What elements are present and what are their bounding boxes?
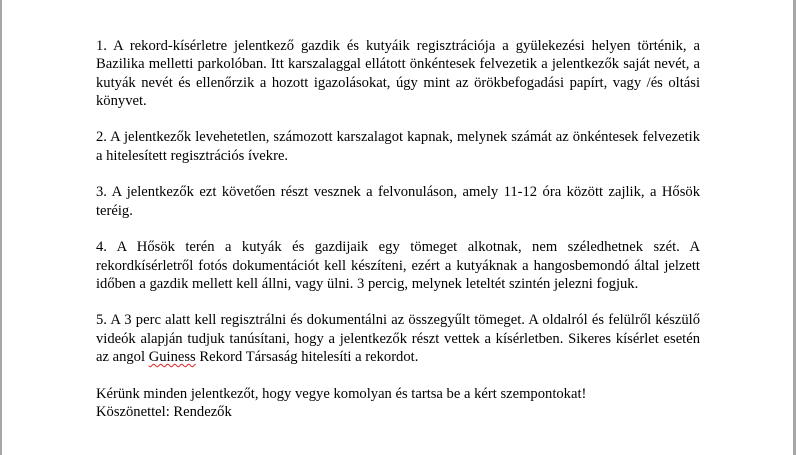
window-frame-left-border xyxy=(0,0,2,455)
document-page[interactable] xyxy=(96,37,700,421)
paragraph-5-text-after: Rekord Társaság hitelesíti a rekordot. xyxy=(195,349,419,366)
paragraph-5 xyxy=(96,311,700,366)
closing-request-line: Kérünk minden jelentkezőt, hogy vegye komolyan és tartsa be a kért szempontokat! xyxy=(96,385,587,402)
paragraph-3: 3. A jelentkezők ezt követően részt vesznek a felvonuláson, amely 11-12 óra között zajlik, a Hősök teréig. xyxy=(96,184,700,219)
closing-signature-line: Köszönettel: Rendezők xyxy=(96,403,232,420)
paragraph-2: 2. A jelentkezők levehetetlen, számozott karszalagot kapnak, melynek számát az önkéntesek felvezetik a hitelesített regisztrációs ívekre. xyxy=(96,129,700,164)
closing-block xyxy=(96,385,700,422)
paragraph-5-text-before: 5. A 3 perc alatt kell regisztrálni és dokumentálni az összegyűlt tömeget. A oldalról és felülről készülő videók alapján tudjuk tanúsítani, hogy a jelentkezők részt vettek a kísérletben. Sikeres kísérlet esetén az angol xyxy=(96,312,700,366)
paragraph-1: 1. A rekord-kísérletre jelentkező gazdik és kutyáik regisztrációja a gyülekezési helyen történik, a Bazilika melletti parkolóban. Itt karszalaggal ellátott önkéntesek felvezetik a jelentkezők saját nevét, a kutyák nevét és ellenőrzik a hozott igazolásokat, úgy mint az örökbefogadási papírt, vagy /és oltási könyvet. xyxy=(96,38,700,109)
spellcheck-flagged-word[interactable]: Guiness xyxy=(148,349,196,366)
paragraph-4: 4. A Hősök terén a kutyák és gazdijaik egy tömeget alkotnak, nem széledhetnek szét. A rekordkísérletről fotós dokumentációt kell készíteni, ezért a kutyáknak a hangosbemondó által jelzett időben a gazdik mellett kell állni, vagy ülni. 3 percig, melynek leteltét szintén jelezni fogjuk. xyxy=(96,239,700,292)
